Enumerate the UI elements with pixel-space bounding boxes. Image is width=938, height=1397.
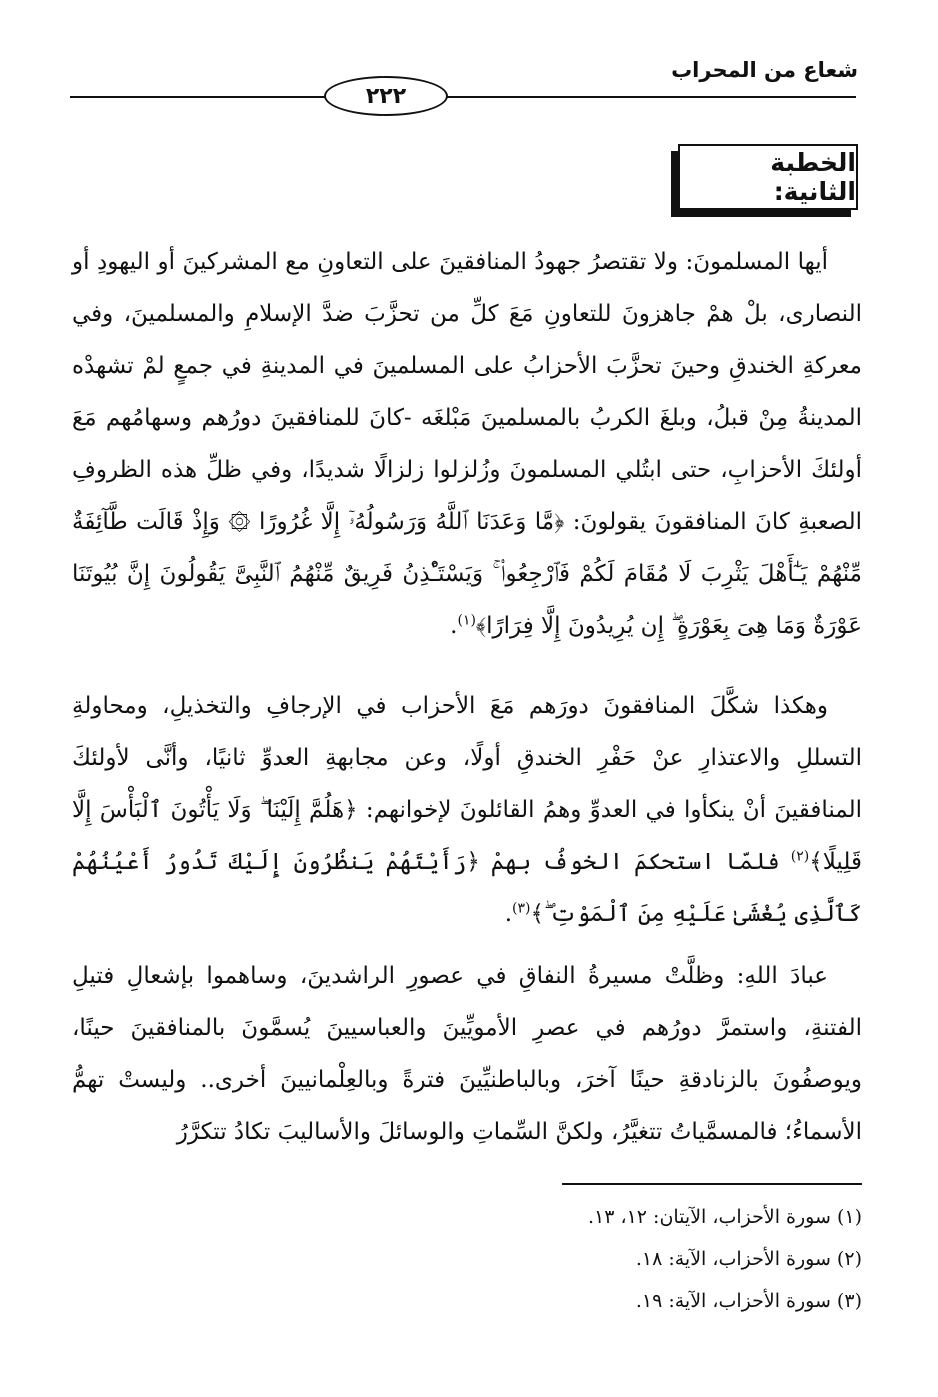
paragraph-2 [72, 680, 862, 940]
section-title: الخطبة الثانية: [678, 144, 858, 210]
paragraph-text: عبادَ اللهِ: وظلَّتْ مسيرةُ النفاقِ في عصورِ الراشدينَ، وساهموا بإشعالِ فتيلِ الفتنةِ، واستمرَّ دورُهم في عصرِ الأمويِّينَ والعباسيينَ يُسمَّونَ بالمنافقينَ حينًا، ويوصفُونَ بالزنادقةِ حينًا آخرَ، وبالباطنيِّينَ فترةً وبالعِلْمانيينَ أخرى.. وليستْ تهمُّ الأسماءُ؛ فالمسمَّياتُ تتغيَّرُ، ولكنَّ السِّماتِ والوسائلَ والأساليبَ تكادُ تتكرَّرُ [72, 963, 862, 1145]
quran-quote: ﴿هَلُمَّ إِلَيْنَا ۖ وَلَا يَأْتُونَ ٱلْبَأْسَ إِلَّا قَلِيلًا﴾ [72, 797, 862, 875]
footnote-item: (١) سورة الأحزاب، الآيتان: ١٢، ١٣. [587, 1206, 862, 1228]
paragraph-text: وهكذا شكَّلَ المنافقونَ دورَهم مَعَ الأحزاب في الإرجافِ والتخذيلِ، ومحاولةِ التسللِ والاعتذارِ عنْ حَفْرِ الخندقِ أولًا، وعن مجابهةِ العدوِّ ثانيًا، وأنَّى لأولئكَ المنافقينَ أنْ ينكأوا في العدوِّ وهمُ القائلونَ لإخوانهم: [72, 693, 862, 823]
quran-quote: ﴿مَّا وَعَدَنَا ٱللَّهُ وَرَسُولُهُۥٓ إِلَّا غُرُورًا ۞ وَإِذْ قَالَت طَّآئِفَةٌ مِّنْهُمْ يَـٰٓأَهْلَ يَثْرِبَ لَا مُقَامَ لَكُمْ فَٱرْجِعُوا۟ ۚ وَيَسْتَـْٔذِنُ فَرِيقٌ مِّنْهُمُ ٱلنَّبِىَّ يَقُولُونَ إِنَّ بُيُوتَنَا عَوْرَةٌ وَمَا هِىَ بِعَوْرَةٍ ۖ إِن يُرِيدُونَ إِلَّا فِرَارًا﴾ [72, 509, 862, 639]
quran-quote: ﴿رَأَيْتَهُمْ يَنظُرُونَ إِلَيْكَ تَدُورُ أَعْيُنُهُمْ كَٱلَّذِى يُغْشَىٰ عَلَيْهِ مِنَ ٱلْمَوْتِ ۖ﴾ [72, 849, 862, 927]
paragraph-text: فلمّا استحكمَ الخوفُ بهمْ [479, 849, 791, 875]
header-rule [70, 96, 856, 98]
paragraph-3 [72, 950, 862, 1158]
footnote-ref: (١) [457, 612, 476, 629]
footnote-item: (٢) سورة الأحزاب، الآية: ١٨. [635, 1248, 862, 1270]
paragraph-end: . [450, 613, 458, 639]
paragraph-end: . [504, 901, 513, 927]
footnotes [262, 1196, 862, 1322]
footnote-item: (٣) سورة الأحزاب، الآية: ١٩. [635, 1290, 862, 1312]
footnote-separator [562, 1183, 862, 1185]
footnote-ref: (٢) [790, 848, 810, 865]
paragraph-text: أيها المسلمونَ: ولا تقتصرُ جهودُ المنافقينَ على التعاونِ مع المشركينَ أو اليهودِ أو النصارى، بلْ همْ جاهزونَ للتعاونِ مَعَ كلِّ من تحزَّبَ ضدَّ الإسلامِ والمسلمينَ، وفي معركةِ الخندقِ وحينَ تحزَّبَ الأحزابُ على المسلمينَ في المدينةِ في جمعٍ لمْ تشهدْه المدينةُ مِنْ قبلُ، وبلغَ الكربُ بالمسلمينَ مَبْلغَه -كانَ للمنافقينَ دورُهم وسهامُهم مَعَ أولئكَ الأحزابِ، حتى ابتُلي المسلمونَ وزُلزلوا زلزالًا شديدًا، وفي ظلِّ هذه الظروفِ الصعبةِ كانَ المنافقونَ يقولونَ: [72, 249, 863, 535]
running-title: شعاع من المحراب [671, 58, 858, 82]
footnote-ref: (٣) [512, 900, 531, 917]
paragraph-1 [72, 236, 862, 652]
page-number: ٢٢٢ [324, 76, 448, 116]
